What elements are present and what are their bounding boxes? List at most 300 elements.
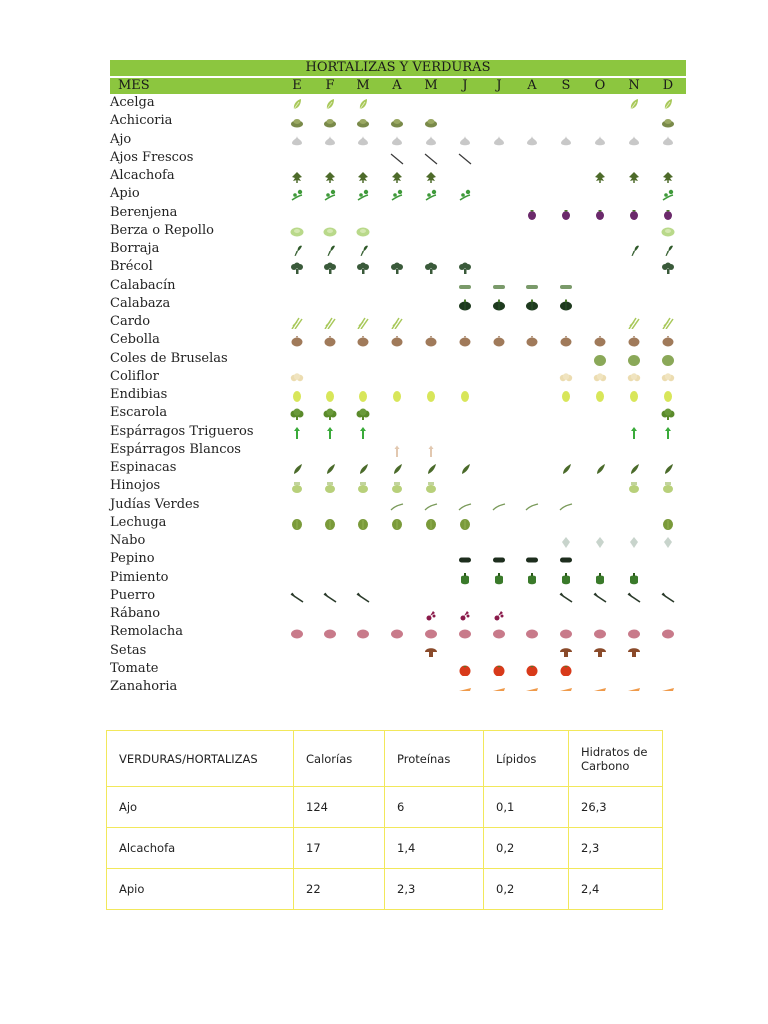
chicory-icon bbox=[356, 116, 370, 128]
nutrition-cell: 0,1 bbox=[484, 787, 569, 828]
beet-icon bbox=[390, 627, 404, 639]
vegetable-name: Judías Verdes bbox=[110, 496, 200, 512]
calendar-row bbox=[110, 514, 686, 532]
vegetable-name: Espárragos Trigueros bbox=[110, 423, 254, 439]
broccoli-icon bbox=[290, 262, 304, 274]
vegetable-name: Calabacín bbox=[110, 277, 176, 293]
cucumber-icon bbox=[492, 554, 506, 566]
garlic-icon bbox=[424, 135, 438, 147]
vegetable-name: Coliflor bbox=[110, 368, 159, 384]
vegetable-name: Achicoria bbox=[110, 113, 173, 129]
zucchini-icon bbox=[559, 281, 573, 293]
celery-icon bbox=[458, 189, 472, 201]
nutrition-header-cell: VERDURAS/HORTALIZAS bbox=[107, 731, 294, 787]
leek-icon bbox=[627, 591, 641, 603]
endive-icon bbox=[661, 390, 675, 402]
asparagus-icon bbox=[356, 427, 370, 439]
garlic-icon bbox=[627, 135, 641, 147]
sprouts-icon bbox=[661, 354, 675, 366]
bean-icon bbox=[559, 500, 573, 512]
bean-icon bbox=[390, 500, 404, 512]
beet-icon bbox=[356, 627, 370, 639]
artichoke-icon bbox=[424, 171, 438, 183]
vegetable-name: Cebolla bbox=[110, 332, 160, 348]
pepper-icon bbox=[593, 573, 607, 585]
cucumber-icon bbox=[559, 554, 573, 566]
nutrition-cell: Alcachofa bbox=[107, 828, 294, 869]
vegetable-name: Berenjena bbox=[110, 204, 178, 220]
leek-icon bbox=[356, 591, 370, 603]
month-header-10: N bbox=[628, 78, 640, 93]
vegetable-name: Nabo bbox=[110, 533, 146, 548]
calendar-row bbox=[110, 277, 686, 295]
leaf-icon bbox=[356, 98, 370, 110]
cucumber-icon bbox=[525, 554, 539, 566]
month-header-9: O bbox=[594, 78, 606, 93]
leek-icon bbox=[290, 591, 304, 603]
calendar-row bbox=[110, 642, 686, 660]
carrot-icon bbox=[627, 682, 641, 694]
vegetable-name: Rábano bbox=[110, 606, 161, 621]
fennel-icon bbox=[356, 481, 370, 493]
lettuce-icon bbox=[424, 518, 438, 530]
month-header-8: S bbox=[561, 78, 571, 93]
garlic-icon bbox=[356, 135, 370, 147]
calendar-row bbox=[110, 532, 686, 550]
calendar-row bbox=[110, 94, 686, 112]
pepper-icon bbox=[559, 573, 573, 585]
calendar-row bbox=[110, 423, 686, 441]
calendar-row bbox=[110, 550, 686, 568]
nutrition-cell: 22 bbox=[294, 869, 385, 910]
lettuce-icon bbox=[290, 518, 304, 530]
celery-icon bbox=[661, 189, 675, 201]
spinach-icon bbox=[424, 463, 438, 475]
broccoli-icon bbox=[356, 262, 370, 274]
endive-icon bbox=[424, 390, 438, 402]
nutrition-cell: 0,2 bbox=[484, 869, 569, 910]
artichoke-icon bbox=[661, 171, 675, 183]
calendar-row bbox=[110, 477, 686, 495]
pumpkin-icon bbox=[559, 299, 573, 311]
vegetable-name: Escarola bbox=[110, 405, 168, 421]
vegetable-name: Ajo bbox=[110, 131, 132, 147]
month-header-11: D bbox=[662, 78, 674, 93]
month-header-7: A bbox=[527, 78, 537, 93]
endive-icon bbox=[290, 390, 304, 402]
onion-icon bbox=[390, 335, 404, 347]
calendar-row bbox=[110, 623, 686, 641]
vegetable-name: Berza o Repollo bbox=[110, 222, 214, 238]
onion-icon bbox=[492, 335, 506, 347]
nutrition-cell: 1,4 bbox=[385, 828, 484, 869]
mushroom-icon bbox=[593, 646, 607, 658]
onion-icon bbox=[323, 335, 337, 347]
nutrition-cell: Ajo bbox=[107, 787, 294, 828]
calendar-row bbox=[110, 331, 686, 349]
sprouts-icon bbox=[627, 354, 641, 366]
chicory-icon bbox=[390, 116, 404, 128]
calendar-row bbox=[110, 587, 686, 605]
artichoke-icon bbox=[627, 171, 641, 183]
vegetable-name: Espinacas bbox=[110, 460, 177, 475]
endive-icon bbox=[593, 390, 607, 402]
beet-icon bbox=[458, 627, 472, 639]
month-header-row bbox=[110, 78, 686, 94]
pumpkin-icon bbox=[458, 299, 472, 311]
sprouts-icon bbox=[593, 354, 607, 366]
pumpkin-icon bbox=[492, 299, 506, 311]
nutrition-header-cell: Hidratos de Carbono bbox=[569, 731, 663, 787]
tomato-icon bbox=[458, 664, 472, 676]
borage-icon bbox=[323, 244, 337, 256]
borage-icon bbox=[627, 244, 641, 256]
mushroom-icon bbox=[424, 646, 438, 658]
calendar-row bbox=[110, 368, 686, 386]
garlic-icon bbox=[458, 135, 472, 147]
pepper-icon bbox=[492, 573, 506, 585]
bean-icon bbox=[525, 500, 539, 512]
broccoli-icon bbox=[390, 262, 404, 274]
eggplant-icon bbox=[525, 208, 539, 220]
calendar-row bbox=[110, 185, 686, 203]
carrot-icon bbox=[492, 682, 506, 694]
calendar-row bbox=[110, 313, 686, 331]
nutrition-cell: 124 bbox=[294, 787, 385, 828]
leek-icon bbox=[661, 591, 675, 603]
chicory-icon bbox=[661, 116, 675, 128]
spinach-icon bbox=[290, 463, 304, 475]
onion-icon bbox=[593, 335, 607, 347]
nutrition-cell: 2,3 bbox=[385, 869, 484, 910]
broccoli-icon bbox=[458, 262, 472, 274]
carrot-icon bbox=[661, 682, 675, 694]
radish-icon bbox=[492, 609, 506, 621]
borage-icon bbox=[290, 244, 304, 256]
calendar-row bbox=[110, 441, 686, 459]
asparagus-icon bbox=[661, 427, 675, 439]
endive-icon bbox=[323, 390, 337, 402]
cabbage-icon bbox=[661, 226, 675, 238]
vegetable-name: Hinojos bbox=[110, 478, 161, 494]
endive-icon bbox=[458, 390, 472, 402]
zucchini-icon bbox=[492, 281, 506, 293]
beet-icon bbox=[290, 627, 304, 639]
leaf-icon bbox=[323, 98, 337, 110]
spinach-icon bbox=[627, 463, 641, 475]
calendar-row bbox=[110, 204, 686, 222]
pepper-icon bbox=[458, 573, 472, 585]
lettuce-icon bbox=[390, 518, 404, 530]
broccoli-icon bbox=[661, 262, 675, 274]
artichoke-icon bbox=[593, 171, 607, 183]
pepper-icon bbox=[627, 573, 641, 585]
endive-icon bbox=[559, 390, 573, 402]
leaf-icon bbox=[627, 98, 641, 110]
vegetable-name: Puerro bbox=[110, 587, 156, 603]
asparagus-icon bbox=[290, 427, 304, 439]
asparagus-icon bbox=[323, 427, 337, 439]
lettuce-icon bbox=[356, 518, 370, 530]
artichoke-icon bbox=[290, 171, 304, 183]
lettuce-icon bbox=[661, 518, 675, 530]
turnip-icon bbox=[661, 536, 675, 548]
fennel-icon bbox=[424, 481, 438, 493]
leek-icon bbox=[593, 591, 607, 603]
lettuce-icon bbox=[458, 518, 472, 530]
celery-icon bbox=[356, 189, 370, 201]
month-header-5: J bbox=[462, 78, 468, 93]
vegetable-name: Coles de Bruselas bbox=[110, 350, 228, 366]
fennel-icon bbox=[390, 481, 404, 493]
chicory-icon bbox=[290, 116, 304, 128]
leaf-icon bbox=[290, 98, 304, 110]
onion-icon bbox=[424, 335, 438, 347]
endive-icon bbox=[627, 390, 641, 402]
vegetable-name: Apio bbox=[110, 186, 140, 202]
spinach-icon bbox=[390, 463, 404, 475]
month-header-2: M bbox=[356, 78, 370, 93]
leaf-icon bbox=[661, 98, 675, 110]
cardoon-icon bbox=[661, 317, 675, 329]
cabbage-icon bbox=[323, 226, 337, 238]
eggplant-icon bbox=[559, 208, 573, 220]
vegetable-name: Espárragos Blancos bbox=[110, 441, 241, 457]
endive-icon bbox=[356, 390, 370, 402]
calendar-row bbox=[110, 496, 686, 514]
turnip-icon bbox=[593, 536, 607, 548]
turnip-icon bbox=[559, 536, 573, 548]
calendar-row bbox=[110, 386, 686, 404]
nutrition-header-cell: Lípidos bbox=[484, 731, 569, 787]
mushroom-icon bbox=[627, 646, 641, 658]
vegetable-name: Brécol bbox=[110, 259, 153, 275]
calendar-row bbox=[110, 605, 686, 623]
garlic-icon bbox=[323, 135, 337, 147]
vegetable-name: Remolacha bbox=[110, 624, 183, 640]
mushroom-icon bbox=[559, 646, 573, 658]
tomato-icon bbox=[492, 664, 506, 676]
nutrition-header-cell: Proteínas bbox=[385, 731, 484, 787]
seasonal-calendar bbox=[110, 60, 686, 696]
vegetable-name: Borraja bbox=[110, 241, 160, 256]
calendar-row bbox=[110, 660, 686, 678]
escarole-icon bbox=[661, 408, 675, 420]
turnip-icon bbox=[627, 536, 641, 548]
cardoon-icon bbox=[356, 317, 370, 329]
garlic-icon bbox=[559, 135, 573, 147]
white-asparagus-icon bbox=[424, 445, 438, 457]
escarole-icon bbox=[290, 408, 304, 420]
cabbage-icon bbox=[356, 226, 370, 238]
calendar-row bbox=[110, 131, 686, 149]
calendar-title: HORTALIZAS Y VERDURAS bbox=[110, 60, 686, 76]
garlic-icon bbox=[290, 135, 304, 147]
fennel-icon bbox=[627, 481, 641, 493]
escarole-icon bbox=[356, 408, 370, 420]
eggplant-icon bbox=[593, 208, 607, 220]
month-header-6: J bbox=[496, 78, 502, 93]
leek-icon bbox=[323, 591, 337, 603]
onion-icon bbox=[627, 335, 641, 347]
calendar-row bbox=[110, 295, 686, 313]
beet-icon bbox=[525, 627, 539, 639]
nutrition-cell: Apio bbox=[107, 869, 294, 910]
vegetable-name: Tomate bbox=[110, 660, 159, 676]
nutrition-cell: 0,2 bbox=[484, 828, 569, 869]
calendar-row bbox=[110, 350, 686, 368]
month-header-3: A bbox=[392, 78, 402, 93]
cardoon-icon bbox=[323, 317, 337, 329]
calendar-row bbox=[110, 149, 686, 167]
radish-icon bbox=[458, 609, 472, 621]
celery-icon bbox=[424, 189, 438, 201]
zucchini-icon bbox=[458, 281, 472, 293]
nutrition-row bbox=[107, 787, 663, 828]
calendar-row bbox=[110, 222, 686, 240]
nutrition-cell: 26,3 bbox=[569, 787, 663, 828]
spinach-icon bbox=[323, 463, 337, 475]
cauliflower-icon bbox=[290, 372, 304, 384]
spinach-icon bbox=[458, 463, 472, 475]
vegetable-name: Alcachofa bbox=[110, 168, 175, 183]
celery-icon bbox=[390, 189, 404, 201]
beet-icon bbox=[661, 627, 675, 639]
artichoke-icon bbox=[356, 171, 370, 183]
onion-icon bbox=[559, 335, 573, 347]
cauliflower-icon bbox=[559, 372, 573, 384]
garlic-icon bbox=[525, 135, 539, 147]
bean-icon bbox=[492, 500, 506, 512]
asparagus-icon bbox=[627, 427, 641, 439]
nutrition-row bbox=[107, 869, 663, 910]
spinach-icon bbox=[593, 463, 607, 475]
nutrition-cell: 2,3 bbox=[569, 828, 663, 869]
tomato-icon bbox=[525, 664, 539, 676]
beet-icon bbox=[593, 627, 607, 639]
vegetable-name: Pimiento bbox=[110, 569, 169, 585]
vegetable-name: Zanahoria bbox=[110, 679, 178, 694]
vegetable-name: Cardo bbox=[110, 314, 151, 329]
spinach-icon bbox=[559, 463, 573, 475]
calendar-rows bbox=[110, 94, 686, 696]
nutrition-header-row bbox=[107, 731, 663, 787]
garlic-icon bbox=[492, 135, 506, 147]
nutrition-row bbox=[107, 828, 663, 869]
beet-icon bbox=[492, 627, 506, 639]
celery-icon bbox=[323, 189, 337, 201]
cardoon-icon bbox=[390, 317, 404, 329]
month-header-4: M bbox=[424, 78, 438, 93]
vegetable-name: Ajos Frescos bbox=[110, 149, 194, 165]
calendar-row bbox=[110, 678, 686, 696]
chicory-icon bbox=[323, 116, 337, 128]
stick-icon bbox=[424, 153, 438, 165]
stick-icon bbox=[390, 153, 404, 165]
borage-icon bbox=[661, 244, 675, 256]
vegetable-name: Lechuga bbox=[110, 514, 167, 530]
cardoon-icon bbox=[627, 317, 641, 329]
garlic-icon bbox=[593, 135, 607, 147]
spinach-icon bbox=[356, 463, 370, 475]
garlic-icon bbox=[661, 135, 675, 147]
chicory-icon bbox=[424, 116, 438, 128]
nutrition-cell: 17 bbox=[294, 828, 385, 869]
calendar-row bbox=[110, 459, 686, 477]
beet-icon bbox=[323, 627, 337, 639]
cauliflower-icon bbox=[593, 372, 607, 384]
vegetable-name: Calabaza bbox=[110, 295, 171, 311]
pepper-icon bbox=[525, 573, 539, 585]
fennel-icon bbox=[661, 481, 675, 493]
cauliflower-icon bbox=[627, 372, 641, 384]
escarole-icon bbox=[323, 408, 337, 420]
calendar-row bbox=[110, 240, 686, 258]
onion-icon bbox=[661, 335, 675, 347]
bean-icon bbox=[424, 500, 438, 512]
fennel-icon bbox=[323, 481, 337, 493]
cucumber-icon bbox=[458, 554, 472, 566]
lettuce-icon bbox=[323, 518, 337, 530]
nutrition-cell: 2,4 bbox=[569, 869, 663, 910]
artichoke-icon bbox=[390, 171, 404, 183]
garlic-icon bbox=[390, 135, 404, 147]
beet-icon bbox=[627, 627, 641, 639]
cardoon-icon bbox=[290, 317, 304, 329]
vegetable-name: Setas bbox=[110, 642, 147, 658]
month-header-0: E bbox=[292, 78, 302, 93]
calendar-row bbox=[110, 258, 686, 276]
carrot-icon bbox=[593, 682, 607, 694]
stick-icon bbox=[458, 153, 472, 165]
vegetable-name: Endibias bbox=[110, 387, 168, 402]
vegetable-name: Pepino bbox=[110, 551, 155, 567]
cauliflower-icon bbox=[661, 372, 675, 384]
fennel-icon bbox=[290, 481, 304, 493]
month-header-1: F bbox=[325, 78, 335, 93]
nutrition-header-cell: Calorías bbox=[294, 731, 385, 787]
carrot-icon bbox=[559, 682, 573, 694]
bean-icon bbox=[458, 500, 472, 512]
radish-icon bbox=[424, 609, 438, 621]
onion-icon bbox=[458, 335, 472, 347]
carrot-icon bbox=[525, 682, 539, 694]
vegetable-name: Acelga bbox=[110, 95, 155, 110]
nutrition-cell: 6 bbox=[385, 787, 484, 828]
zucchini-icon bbox=[525, 281, 539, 293]
calendar-row bbox=[110, 569, 686, 587]
beet-icon bbox=[559, 627, 573, 639]
beet-icon bbox=[424, 627, 438, 639]
celery-icon bbox=[290, 189, 304, 201]
pumpkin-icon bbox=[525, 299, 539, 311]
onion-icon bbox=[356, 335, 370, 347]
tomato-icon bbox=[559, 664, 573, 676]
carrot-icon bbox=[458, 682, 472, 694]
month-header-label: MES bbox=[118, 78, 150, 93]
borage-icon bbox=[356, 244, 370, 256]
broccoli-icon bbox=[424, 262, 438, 274]
onion-icon bbox=[290, 335, 304, 347]
nutrition-table bbox=[106, 730, 663, 910]
calendar-row bbox=[110, 167, 686, 185]
cabbage-icon bbox=[290, 226, 304, 238]
eggplant-icon bbox=[627, 208, 641, 220]
endive-icon bbox=[390, 390, 404, 402]
white-asparagus-icon bbox=[390, 445, 404, 457]
broccoli-icon bbox=[323, 262, 337, 274]
spinach-icon bbox=[661, 463, 675, 475]
